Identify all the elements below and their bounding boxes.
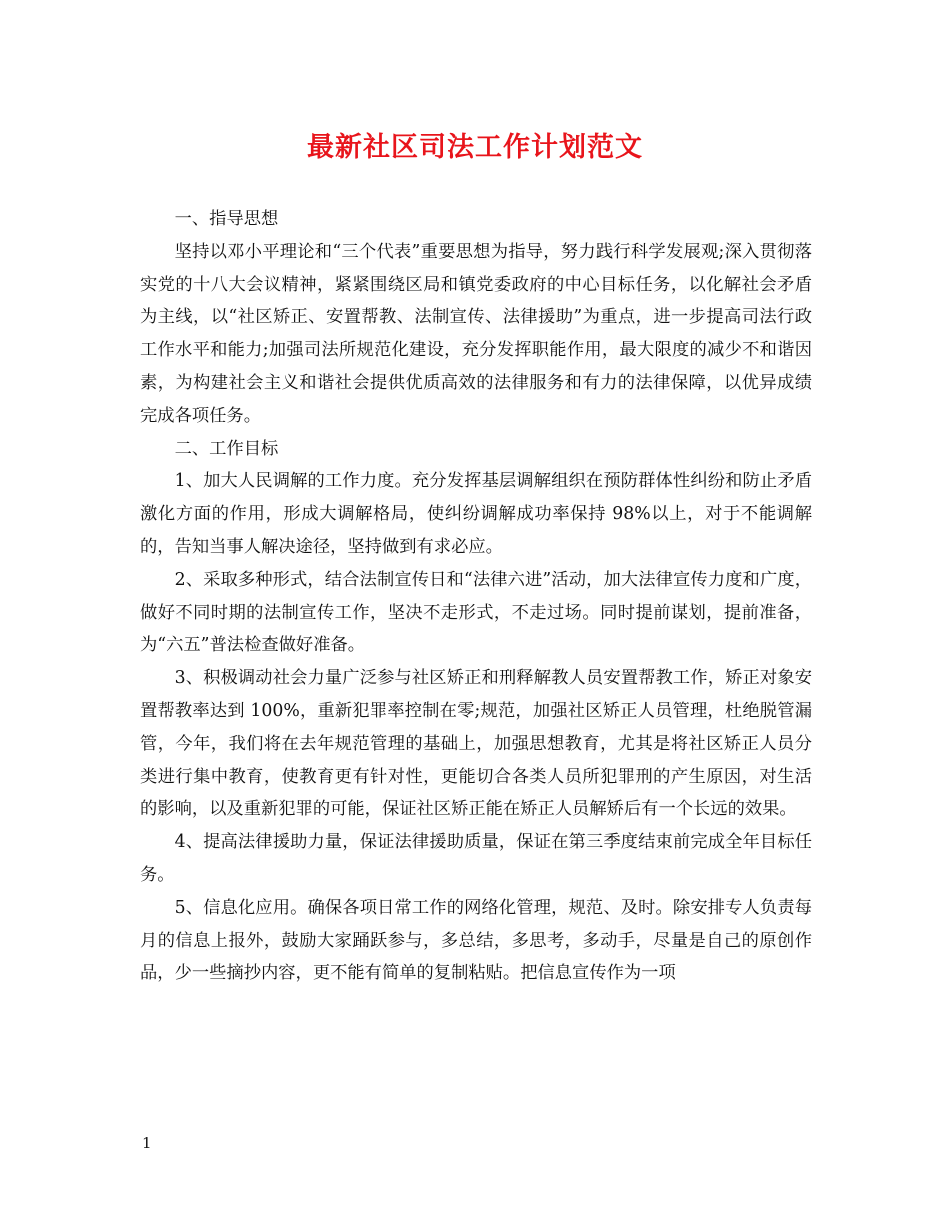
paragraph-goal-1: 1、加大人民调解的工作力度。充分发挥基层调解组织在预防群体性纠纷和防止矛盾激化方面的作用，形成大调解格局，使纠纷调解成功率保持 98%以上，对于不能调解的，告知当事人解决途径，坚持做到有求必应。 — [140, 471, 812, 557]
page-number: 1 — [142, 1134, 152, 1152]
paragraph-goal-2: 2、采取多种形式，结合法制宣传日和“法律六进”活动，加大法律宣传力度和广度，做好不同时期的法制宣传工作，坚决不走形式，不走过场。同时提前谋划，提前准备，为“六五”普法检查做好准备。 — [140, 569, 812, 656]
document-body — [140, 203, 812, 990]
section-heading-work-goals: 二、工作目标 — [174, 438, 279, 459]
section-heading-guiding-thought: 一、指导思想 — [174, 209, 279, 229]
paragraph-guiding-thought: 坚持以邓小平理论和“三个代表”重要思想为指导，努力践行科学发展观;深入贯彻落实党的十八大会议精神，紧紧围绕区局和镇党委政府的中心目标任务，以化解社会矛盾为主线，以“社区矫正、安置帮教、法制宣传、法律援助”为重点，进一步提高司法行政工作水平和能力;加强司法所规范化建设，充分发挥职能作用，最大限度的减少不和谐因素，为构建社会主义和谐社会提供优质高效的法律服务和有力的法律保障，以优异成绩完成各项任务。 — [140, 241, 812, 426]
paragraph-goal-5: 5、信息化应用。确保各项日常工作的网络化管理，规范、及时。除安排专人负责每月的信息上报外，鼓励大家踊跃参与，多总结，多思考，多动手，尽量是自己的原创作品，少一些摘抄内容，更不能有简单的复制粘贴。把信息宣传作为一项 — [140, 897, 812, 984]
paragraph-goal-4: 4、提高法律援助力量，保证法律援助质量，保证在第三季度结束前完成全年目标任务。 — [140, 832, 812, 885]
paragraph-goal-3: 3、积极调动社会力量广泛参与社区矫正和刑释解教人员安置帮教工作，矫正对象安置帮教率达到 100%，重新犯罪率控制在零;规范，加强社区矫正人员管理，杜绝脱管漏管，今年，我们将在去年规范管理的基础上，加强思想教育，尤其是将社区矫正人员分类进行集中教育，使教育更有针对性，更能切合各类人员所犯罪刑的产生原因，对生活的影响，以及重新犯罪的可能，保证社区矫正能在矫正人员解矫后有一个长远的效果。 — [140, 668, 812, 820]
document-title: 最新社区司法工作计划范文 — [307, 132, 643, 163]
